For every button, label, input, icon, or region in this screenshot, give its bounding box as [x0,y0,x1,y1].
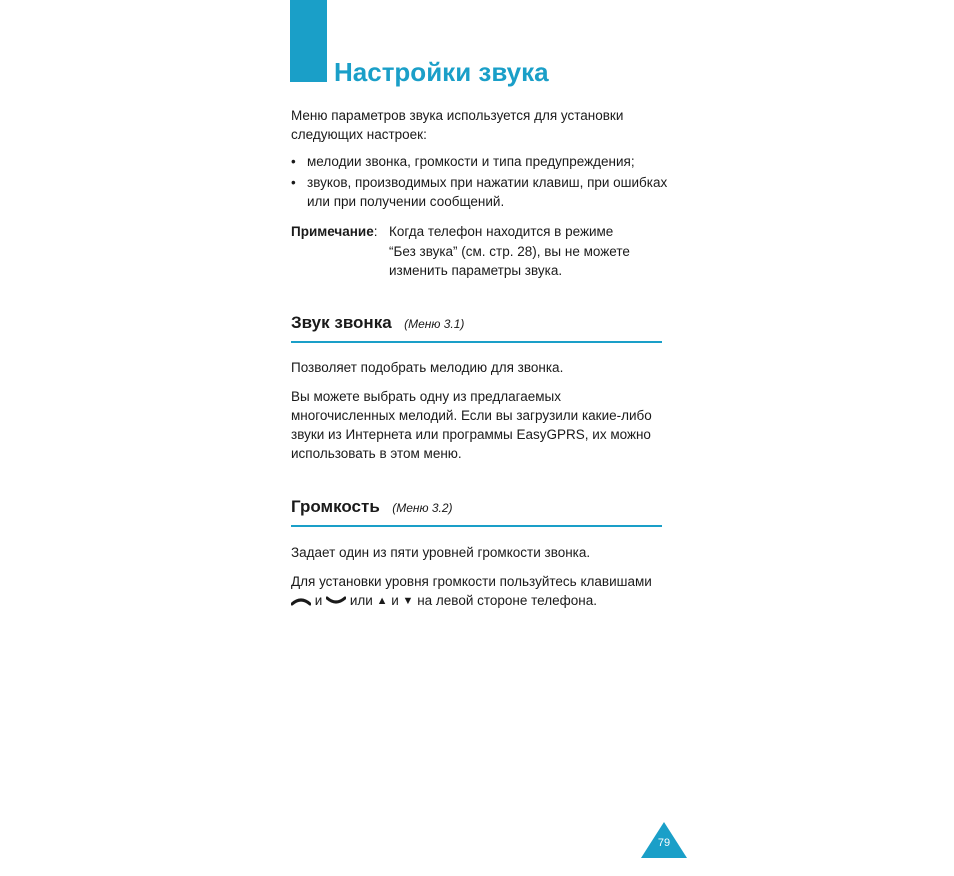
section-title: Звук звонка [291,313,392,332]
section-volume-header [291,497,662,527]
note-first-line: Когда телефон находится в режиме [389,224,614,239]
up-arrow-icon: ▲ [376,595,388,607]
list-item-text: звуков, производимых при нажатии клавиш, при ошибках или при получении сообщений. [307,175,668,209]
section-title: Громкость [291,497,380,516]
note-body: “Без звука” (см. стр. 28), вы не можете изменить параметры звука. [389,243,630,278]
section-menu-ref: (Меню 3.2) [392,501,453,515]
list-item [291,152,671,171]
volume-text-end: на левой стороне телефона. [417,593,597,608]
section-menu-ref: (Меню 3.1) [404,317,465,331]
list-item-text: мелодии звонка, громкости и типа предупреждения; [307,154,635,169]
conj-or: или [349,593,373,608]
note-block [291,222,671,278]
volume-text-start: Для установки уровня громкости пользуйтесь клавишами [291,574,652,589]
bullet-list [291,152,671,213]
section-ringtone-header [291,313,662,343]
bullet-dot: • [291,154,296,169]
note-label: Примечание [291,224,374,239]
conj-and: и [314,593,323,608]
volume-up-key-icon [291,596,311,606]
ringtone-paragraph-2: Вы можете выбрать одну из предлагаемых многочисленных мелодий. Если вы загрузили какие-либо звуки из Интернета или программы EasyGPRS, их можно использовать в этом меню. [291,389,652,461]
list-item [291,173,671,211]
volume-down-key-icon [326,596,346,606]
page-number: 79 [657,837,671,849]
note-colon: : [373,224,378,239]
volume-paragraph-1: Задает один из пяти уровней громкости звонка. [291,545,591,560]
conj-and: и [391,593,399,608]
page-title: Настройки звука [334,57,549,87]
title-accent-bar [290,0,327,82]
down-arrow-icon: ▼ [402,595,414,607]
volume-paragraph-2 [291,572,663,611]
bullet-dot: • [291,175,296,190]
ringtone-paragraph-1: Позволяет подобрать мелодию для звонка. [291,360,564,375]
intro-paragraph: Меню параметров звука используется для установки следующих настроек: [291,108,624,142]
